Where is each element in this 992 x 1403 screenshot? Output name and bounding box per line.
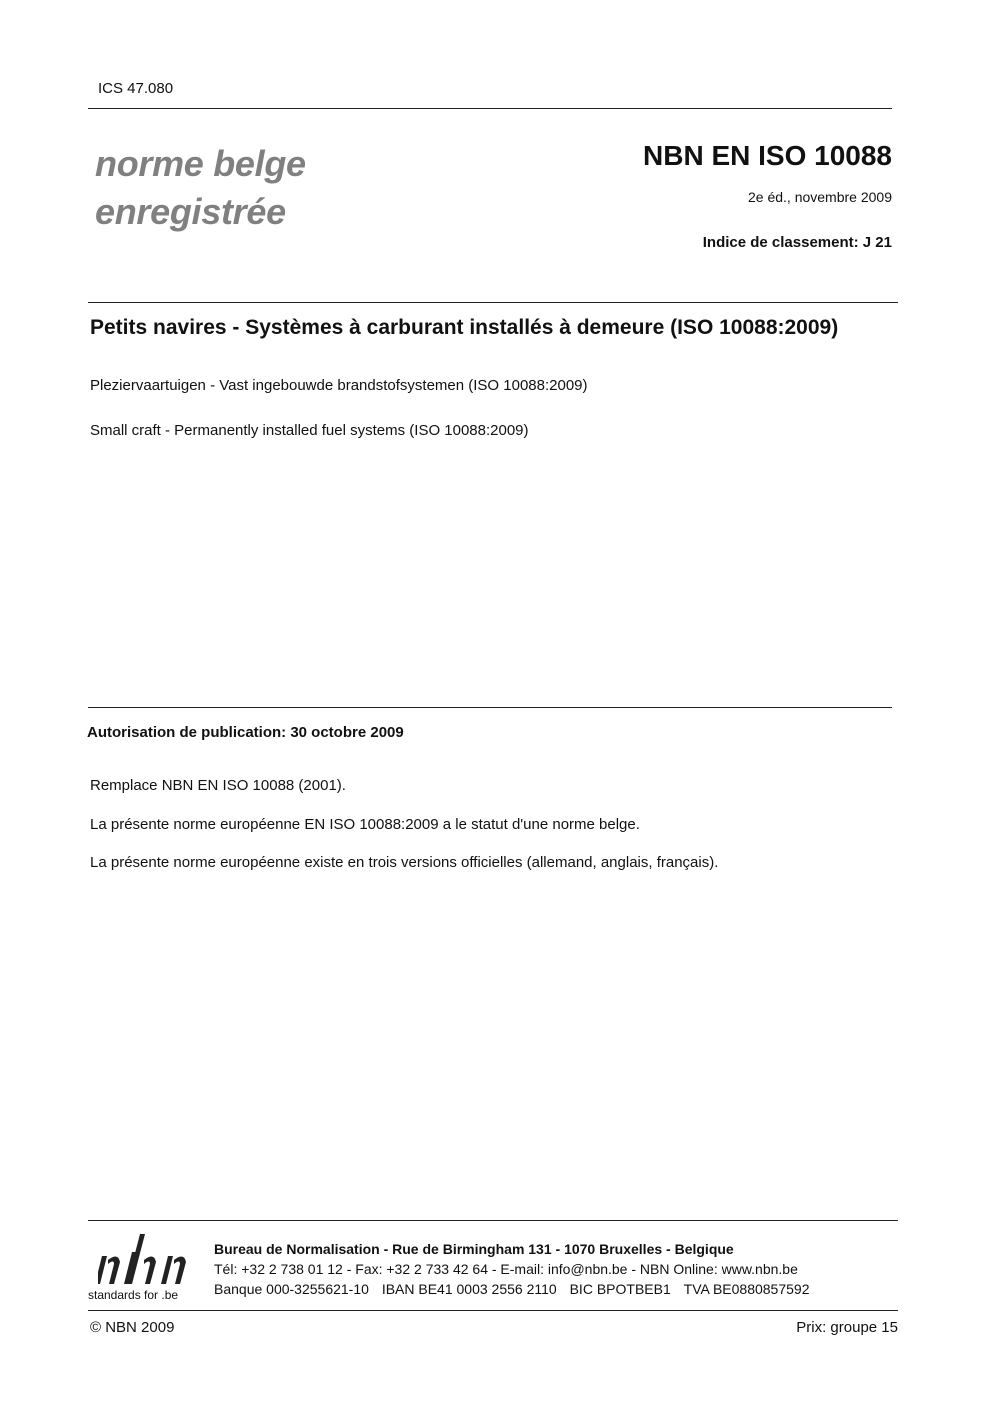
bank-bic: BIC BPOTBEB1 (569, 1281, 671, 1297)
norme-belge-slogan (95, 140, 306, 236)
note-replaces: Remplace NBN EN ISO 10088 (2001). (90, 777, 346, 794)
title-french: Petits navires - Systèmes à carburant installés à demeure (ISO 10088:2009) (90, 316, 839, 339)
logo-tagline: standards for .be (88, 1288, 179, 1302)
title-dutch: Pleziervaartuigen - Vast ingebouwde brandstofsystemen (ISO 10088:2009) (90, 377, 588, 394)
standard-number: NBN EN ISO 10088 (643, 140, 892, 171)
slogan-line-2: enregistrée (95, 191, 286, 232)
nbn-logo-mark (98, 1228, 198, 1286)
copyright-rule (88, 1310, 898, 1311)
bank-iban: IBAN BE41 0003 2556 2110 (381, 1281, 557, 1297)
classification-index: Indice de classement: J 21 (702, 234, 892, 251)
bank-account: Banque 000-3255621-10 (214, 1281, 369, 1297)
footer-rule (88, 1220, 898, 1221)
title-english: Small craft - Permanently installed fuel systems (ISO 10088:2009) (90, 422, 529, 439)
footer-bank-details (214, 1281, 809, 1297)
copyright: © NBN 2009 (90, 1319, 175, 1336)
slogan-line-1: norme belge (95, 143, 306, 184)
ics-code: ICS 47.080 (98, 80, 174, 97)
footer-address: Bureau de Normalisation - Rue de Birmingham 131 - 1070 Bruxelles - Belgique (214, 1241, 734, 1257)
publication-authorisation: Autorisation de publication: 30 octobre 2009 (87, 724, 404, 741)
nbn-logo (88, 1228, 204, 1308)
note-versions: La présente norme européenne existe en trois versions officielles (allemand, anglais, français). (90, 854, 719, 871)
vat-number: TVA BE0880857592 (683, 1281, 810, 1297)
publication-rule (88, 707, 892, 708)
price-group: Prix: groupe 15 (796, 1319, 898, 1336)
top-rule (88, 108, 892, 109)
footer-contact: Tél: +32 2 738 01 12 - Fax: +32 2 733 42 64 - E-mail: info@nbn.be - NBN Online: www.nbn.be (214, 1261, 798, 1277)
note-status: La présente norme européenne EN ISO 10088:2009 a le statut d'une norme belge. (90, 816, 640, 833)
title-rule (88, 302, 898, 303)
edition: 2e éd., novembre 2009 (748, 189, 892, 205)
